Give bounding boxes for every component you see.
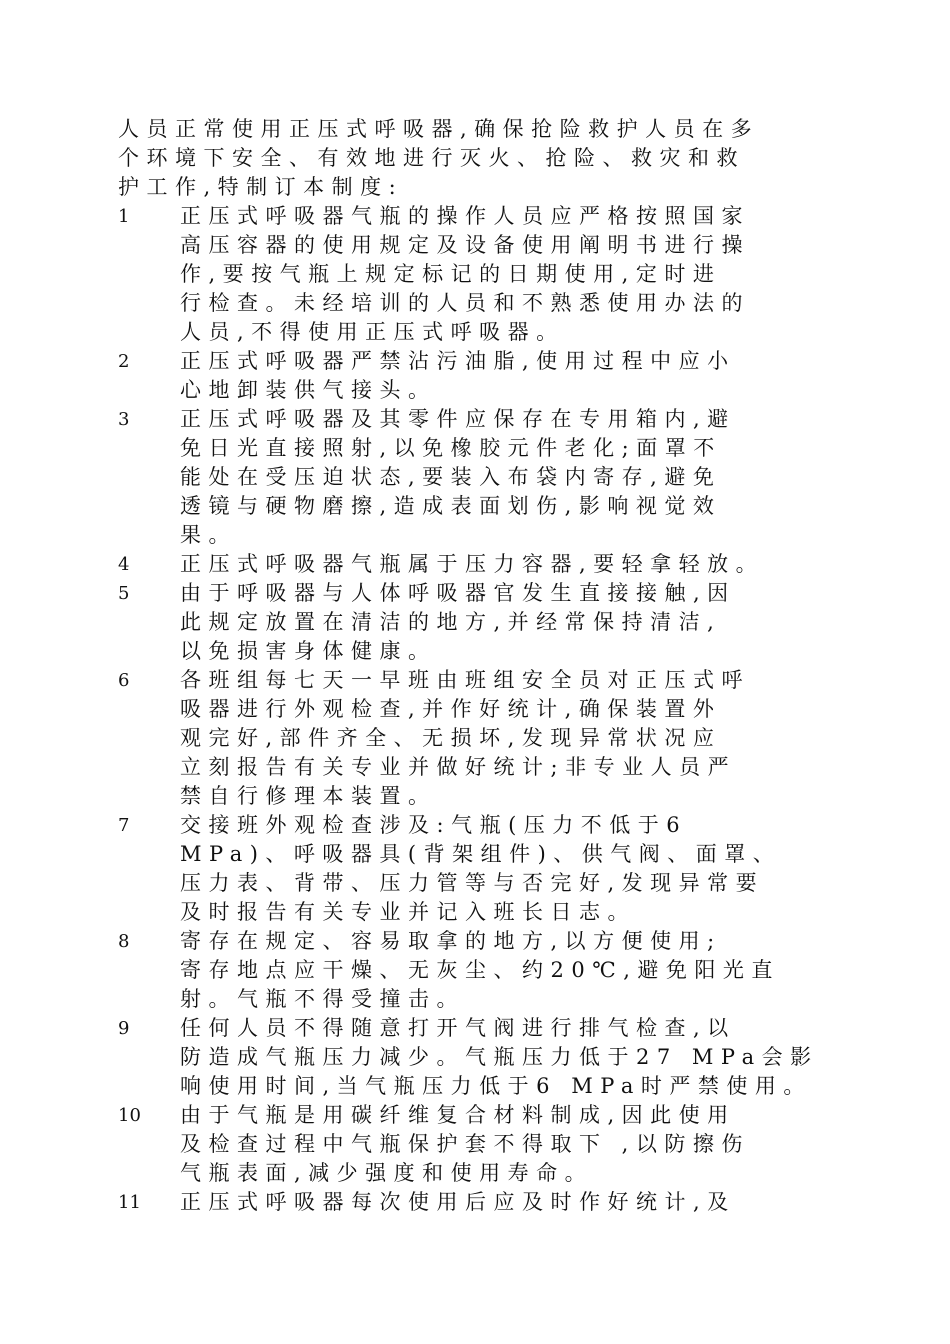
item-body (180, 1101, 878, 1188)
item-number: 5 (118, 583, 130, 604)
item-line: 以免损害身体健康。 (180, 639, 437, 663)
item-line: 及检查过程中气瓶保护套不得取下 ,以防擦伤 (180, 1132, 750, 1156)
item-line: 此规定放置在清洁的地方,并经常保持清洁, (180, 610, 722, 634)
item-body (180, 666, 878, 811)
item-number: 4 (118, 554, 130, 575)
item-body (180, 202, 878, 347)
item-body (180, 927, 878, 1014)
item-line: 心地卸装供气接头。 (180, 378, 437, 402)
list-item-11 (118, 1188, 878, 1217)
intro-line: 人员正常使用正压式呼吸器,确保抢险救护人员在多 (118, 117, 760, 141)
item-line: 交接班外观检查涉及:气瓶(压力不低于6 (180, 813, 688, 837)
list-item-5 (118, 579, 878, 666)
item-line: 高压容器的使用规定及设备使用阐明书进行操 (180, 233, 750, 257)
item-line: 响使用时间,当气瓶压力低于6 MPa时严禁使用。 (180, 1074, 812, 1098)
item-number: 2 (118, 351, 130, 372)
rules-list (118, 202, 878, 1217)
item-line: 正压式呼吸器气瓶的操作人员应严格按照国家 (180, 204, 750, 228)
item-line: 由于呼吸器与人体呼吸器官发生直接接触,因 (180, 581, 736, 605)
item-line: 任何人员不得随意打开气阀进行排气检查,以 (180, 1016, 736, 1040)
item-line: 透镜与硬物磨擦,造成表面划伤,影响视觉效 (180, 494, 722, 518)
item-line: 能处在受压迫状态,要装入布袋内寄存,避免 (180, 465, 722, 489)
list-item-7 (118, 811, 878, 927)
item-body (180, 1014, 878, 1101)
list-item-2 (118, 347, 878, 405)
item-number: 7 (118, 815, 130, 836)
list-item-3 (118, 405, 878, 550)
list-item-6 (118, 666, 878, 811)
item-line: 射。气瓶不得受撞击。 (180, 987, 465, 1011)
item-body (180, 405, 878, 550)
item-body (180, 347, 878, 405)
item-number: 8 (118, 931, 130, 952)
item-line: 免日光直接照射,以免橡胶元件老化;面罩不 (180, 436, 722, 460)
list-item-8 (118, 927, 878, 1014)
list-item-10 (118, 1101, 878, 1188)
intro-paragraph (118, 115, 878, 202)
item-line: 人员,不得使用正压式呼吸器。 (180, 320, 565, 344)
item-number: 6 (118, 670, 130, 691)
item-number: 9 (118, 1018, 130, 1039)
item-body (180, 550, 878, 579)
list-item-1 (118, 202, 878, 347)
item-line: 寄存在规定、容易取拿的地方,以方便使用; (180, 929, 722, 953)
item-line: MPa)、呼吸器具(背架组件)、供气阀、面罩、 (180, 842, 782, 866)
item-line: 正压式呼吸器及其零件应保存在专用箱内,避 (180, 407, 736, 431)
list-item-9 (118, 1014, 878, 1101)
item-line: 正压式呼吸器每次使用后应及时作好统计,及 (180, 1190, 736, 1214)
item-line: 由于气瓶是用碳纤维复合材料制成,因此使用 (180, 1103, 736, 1127)
item-line: 防造成气瓶压力减少。气瓶压力低于27 MPa会影 (180, 1045, 819, 1069)
item-line: 压力表、背带、压力管等与否完好,发现异常要 (180, 871, 765, 895)
item-line: 及时报告有关专业并记入班长日志。 (180, 900, 636, 924)
item-number: 10 (118, 1105, 141, 1126)
item-line: 禁自行修理本装置。 (180, 784, 437, 808)
item-number: 1 (118, 206, 130, 227)
item-line: 正压式呼吸器气瓶属于压力容器,要轻拿轻放。 (180, 552, 765, 576)
item-body (180, 811, 878, 927)
item-number: 11 (118, 1192, 141, 1213)
item-line: 正压式呼吸器严禁沾污油脂,使用过程中应小 (180, 349, 736, 373)
item-line: 各班组每七天一早班由班组安全员对正压式呼 (180, 668, 750, 692)
item-line: 气瓶表面,减少强度和使用寿命。 (180, 1161, 594, 1185)
item-line: 作,要按气瓶上规定标记的日期使用,定时进 (180, 262, 722, 286)
list-item-4 (118, 550, 878, 579)
item-line: 行检查。未经培训的人员和不熟悉使用办法的 (180, 291, 750, 315)
item-body (180, 579, 878, 666)
item-body (180, 1188, 878, 1217)
item-number: 3 (118, 409, 130, 430)
item-line: 观完好,部件齐全、无损坏,发现异常状况应 (180, 726, 722, 750)
item-line: 寄存地点应干燥、无灰尘、约20℃,避免阳光直 (180, 958, 780, 982)
item-line: 果。 (180, 523, 237, 547)
item-line: 立刻报告有关专业并做好统计;非专业人员严 (180, 755, 737, 779)
item-line: 吸器进行外观检查,并作好统计,确保装置外 (180, 697, 722, 721)
intro-line: 护工作,特制订本制度: (118, 175, 404, 199)
intro-line: 个环境下安全、有效地进行灭火、抢险、救灾和救 (118, 146, 745, 170)
